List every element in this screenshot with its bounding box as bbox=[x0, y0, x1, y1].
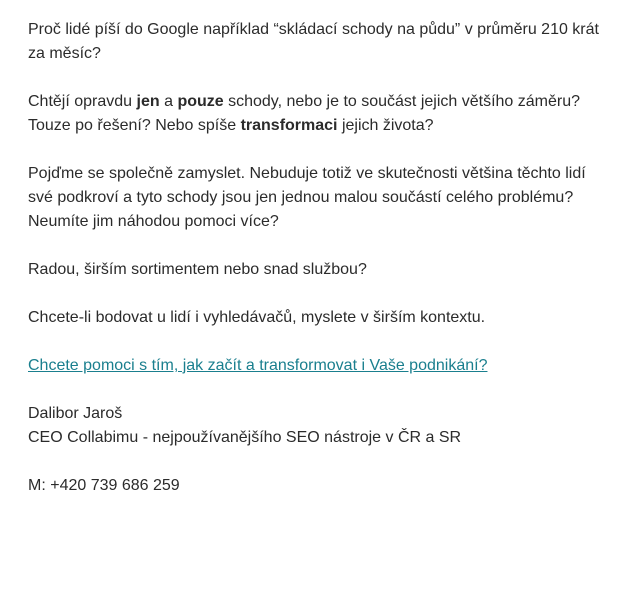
paragraph-context-text: Chcete-li bodovat u lidí i vyhledávačů, myslete v širším kontextu. bbox=[28, 309, 486, 326]
signature-block bbox=[28, 402, 608, 450]
paragraph-intent bbox=[28, 90, 608, 138]
email-body bbox=[28, 18, 608, 522]
intent-bold-transformaci: transformaci bbox=[240, 117, 338, 134]
signature-name: Dalibor Jaroš bbox=[28, 405, 123, 422]
intent-text-2: a bbox=[159, 93, 178, 110]
intent-text-3: schody, nebo je to součást jejich většího záměru? bbox=[223, 93, 580, 110]
intent-text-1: Chtějí opravdu bbox=[28, 93, 137, 110]
signature-title: CEO Collabimu - nejpoužívanějšího SEO nástroje v ČR a SR bbox=[28, 429, 462, 446]
paragraph-reflection bbox=[28, 162, 608, 234]
paragraph-question bbox=[28, 18, 608, 66]
paragraph-question-text: Proč lidé píší do Google například “skládací schody na půdu” v průměru 210 krát za měsíc? bbox=[28, 21, 599, 62]
paragraph-context bbox=[28, 306, 608, 330]
paragraph-offer bbox=[28, 258, 608, 282]
paragraph-offer-text: Radou, širším sortimentem nebo snad službou? bbox=[28, 261, 367, 278]
intent-text-4: Touze po řešení? Nebo spíše bbox=[28, 117, 241, 134]
paragraph-cta bbox=[28, 354, 608, 378]
intent-text-5: jejich života? bbox=[337, 117, 434, 134]
intent-bold-jen: jen bbox=[136, 93, 160, 110]
signature-phone: M: +420 739 686 259 bbox=[28, 477, 180, 494]
contact-block bbox=[28, 474, 608, 498]
cta-link[interactable]: Chcete pomoci s tím, jak začít a transformovat i Vaše podnikání? bbox=[28, 357, 488, 374]
intent-bold-pouze: pouze bbox=[177, 93, 224, 110]
paragraph-reflection-text: Pojďme se společně zamyslet. Nebuduje totiž ve skutečnosti většina těchto lidí své podkroví a tyto schody jsou jen jednou malou součástí celého problému? Neumíte jim náhodou pomoci více? bbox=[28, 165, 586, 230]
